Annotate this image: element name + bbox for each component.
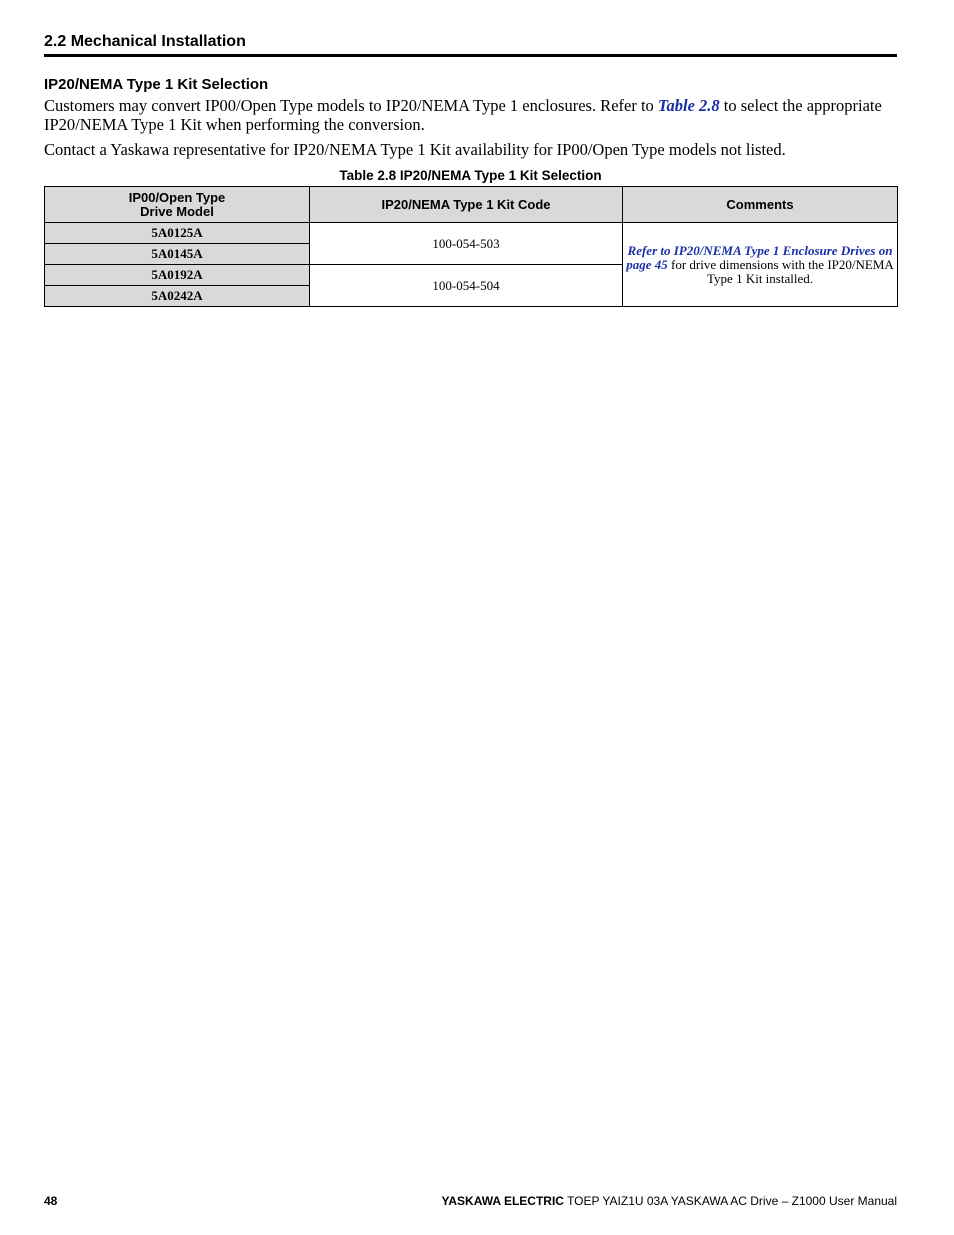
- comments-cell: [623, 223, 898, 307]
- kit-selection-table: [44, 186, 898, 307]
- header-comments: Comments: [623, 187, 898, 223]
- footer-brand: YASKAWA ELECTRIC: [441, 1194, 564, 1208]
- table-2-8-link[interactable]: Table 2.8: [657, 96, 720, 115]
- header-drive-model-line2: Drive Model: [140, 203, 214, 219]
- header-drive-model-line1: IP00/Open Type: [128, 189, 226, 205]
- comments-text: for drive dimensions with the IP20/NEMA Type 1 Kit installed.: [667, 256, 894, 286]
- header-kit-code: IP20/NEMA Type 1 Kit Code: [310, 187, 623, 223]
- table-header-row: [45, 187, 898, 223]
- intro-paragraph: [44, 96, 900, 134]
- intro-text-start: Customers may convert IP00/Open Type models to IP20/NEMA Type 1 enclosures. Refer to: [44, 96, 658, 115]
- subsection-title: IP20/NEMA Type 1 Kit Selection: [44, 76, 269, 93]
- page-number: 48: [44, 1194, 58, 1208]
- drive-model-cell: 5A0192A: [45, 265, 310, 286]
- contact-paragraph: Contact a Yaskawa representative for IP20/NEMA Type 1 Kit availability for IP00/Open Type models not listed.: [44, 140, 786, 159]
- table-caption: Table 2.8 IP20/NEMA Type 1 Kit Selection: [339, 168, 602, 183]
- kit-code-cell: 100-054-503: [310, 223, 623, 265]
- drive-model-cell: 5A0242A: [45, 286, 310, 307]
- header-drive-model: [45, 187, 310, 223]
- kit-code-cell: 100-054-504: [310, 265, 623, 307]
- drive-model-cell: 5A0125A: [45, 223, 310, 244]
- drive-model-cell: 5A0145A: [45, 244, 310, 265]
- intro-text-end: to select the appropriate IP20/NEMA Type 1 Kit when performing the conversion.: [44, 96, 882, 134]
- table-row: [45, 223, 898, 244]
- page-footer: [44, 1194, 897, 1212]
- footer-manual-name: TOEP YAIZ1U 03A YASKAWA AC Drive – Z1000 User Manual: [563, 1194, 897, 1208]
- footer-manual-title: [441, 1194, 897, 1208]
- enclosure-drives-link[interactable]: Refer to IP20/NEMA Type 1 Enclosure Drives on page 45: [626, 242, 893, 272]
- section-title: 2.2 Mechanical Installation: [44, 33, 897, 57]
